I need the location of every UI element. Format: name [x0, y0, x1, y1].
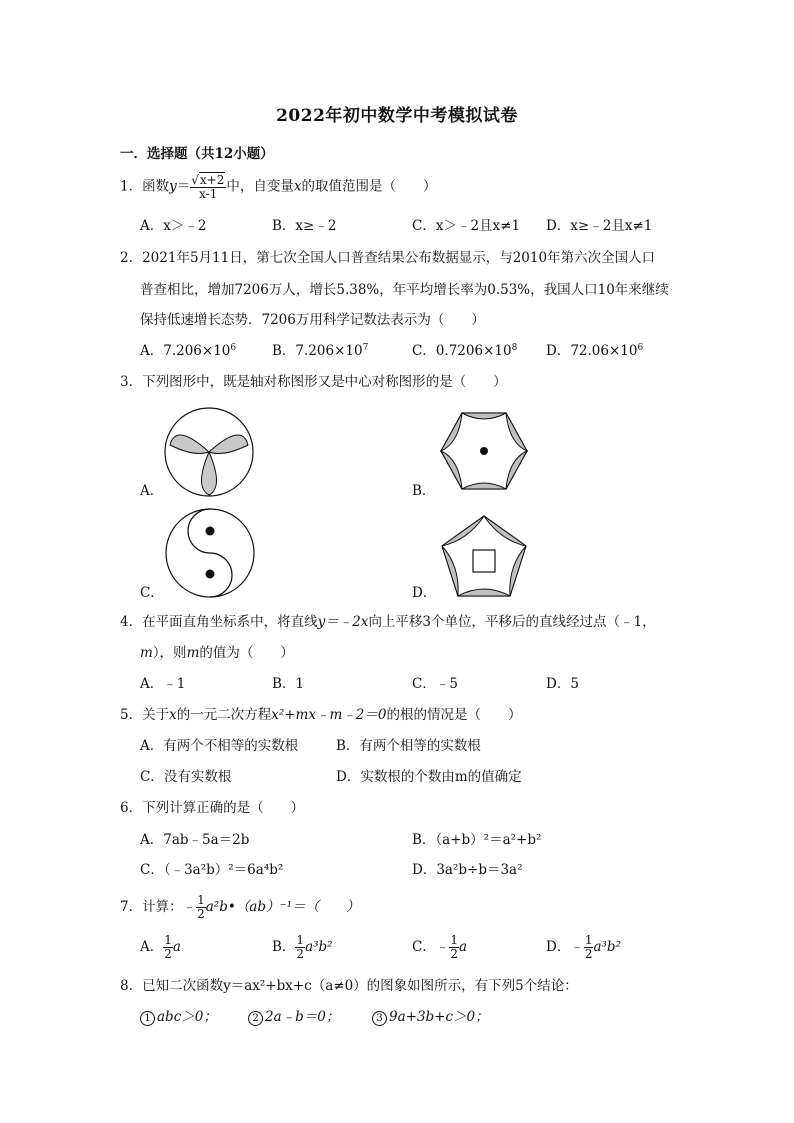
question-2-line-3: 保持低速增长态势．7206万用科学记数法表示为（ ）: [140, 312, 485, 328]
q3-label-d[interactable]: D．: [412, 585, 437, 601]
page-title: 2022年初中数学中考模拟试卷: [276, 106, 518, 126]
question-2-line-1: 2．2021年5月11日，第七次全国人口普查结果公布数据显示，与2010年第六次全国人口: [120, 250, 656, 266]
question-3: 3．下列图形中，既是轴对称图形又是中心对称图形的是（ ）: [120, 374, 507, 390]
figure-a-three-leaf-circle[interactable]: [164, 407, 254, 497]
q4-equation: y＝﹣2x: [317, 614, 369, 630]
q5-option-a[interactable]: A．有两个不相等的实数根: [140, 738, 299, 754]
q1-text-end: 的取值范围是（ ）: [301, 178, 437, 195]
q1-equals: ＝: [176, 178, 191, 195]
q7-fraction: $\frac{1}{2}$: [197, 893, 205, 921]
q2-option-a[interactable]: A．$7.206\times 10^6$: [140, 343, 237, 359]
section-heading: 一．选择题（共12小题）: [120, 146, 274, 162]
question-4-line-2: m），则m的值为（ ）: [140, 645, 294, 661]
q6-option-d[interactable]: D．3a²b÷b＝3a²: [412, 862, 523, 878]
q4-option-a[interactable]: A．﹣1: [140, 676, 186, 692]
question-7: 7．计算：﹣ $\frac{1}{2}$ a²b•（ab）⁻¹＝（ ）: [120, 893, 360, 921]
figure-d-pentagon[interactable]: [440, 514, 528, 598]
q4-option-b[interactable]: B．1: [272, 676, 305, 692]
q1-option-a[interactable]: A．x＞﹣2: [140, 218, 207, 234]
figure-b-hexagon[interactable]: [440, 411, 528, 491]
q4-option-c[interactable]: C．﹣5: [412, 676, 458, 692]
circled-number-icon: 2: [248, 1011, 263, 1026]
q1-option-b[interactable]: B．x≥﹣2: [272, 218, 337, 234]
q8-statement-1: 1 abc＞0；: [140, 1011, 217, 1026]
q7-option-a[interactable]: A． $\frac{1}{2}$ a: [140, 933, 181, 961]
q5-option-c[interactable]: C．没有实数根: [140, 769, 232, 785]
question-5: 5．关于x的一元二次方程x²+mx﹣m﹣2＝0的根的情况是（ ）: [120, 707, 522, 723]
q1-number: 1．: [120, 178, 143, 195]
q7-option-d[interactable]: D．﹣ $\frac{1}{2}$ a³b²: [546, 933, 621, 961]
q8-statement-3: 3 9a+3b+c＞0；: [372, 1011, 489, 1026]
q3-label-a[interactable]: A．: [140, 483, 164, 499]
circled-number-icon: 1: [140, 1011, 155, 1026]
q5-equation: x²+mx﹣m﹣2＝0: [271, 707, 387, 723]
q1-text: 函数: [142, 178, 170, 195]
q2-option-b[interactable]: B．$7.206\times 10^7$: [272, 343, 369, 359]
q8-statement-2: 2 2a﹣b＝0；: [248, 1011, 339, 1026]
q5-option-b[interactable]: B．有两个相等的实数根: [336, 738, 481, 754]
q1-option-c[interactable]: C．x＞﹣2且x≠1: [412, 218, 521, 234]
question-8: 8．已知二次函数y＝ax²+bx+c（a≠0）的图象如图所示，有下列5个结论：: [120, 978, 578, 994]
question-1: [120, 174, 436, 200]
q1-x-var: x: [293, 178, 302, 195]
q1-denominator: x-1: [199, 186, 218, 201]
q7-option-c[interactable]: C．﹣ $\frac{1}{2}$ a: [412, 933, 468, 961]
figure-c-yin-yang[interactable]: [165, 508, 255, 598]
q6-option-a[interactable]: A．7ab﹣5a＝2b: [140, 832, 250, 848]
q2-option-d[interactable]: D．$72.06\times 10^6$: [546, 343, 644, 359]
question-4-line-1: 4．在平面直角坐标系中，将直线y＝﹣2x向上平移3个单位，平移后的直线经过点（﹣1，: [120, 614, 656, 630]
q6-option-b[interactable]: B．（a+b）²＝a²+b²: [412, 832, 542, 848]
circled-number-icon: 3: [372, 1011, 387, 1026]
question-2-line-2: 普查相比，增加7206万人，增长5.38%，年平均增长率为0.53%，我国人口10年来继续: [140, 282, 669, 298]
q2-option-c[interactable]: C．$0.7206\times 10^8$: [412, 343, 518, 359]
q1-text-post: 中，自变量: [226, 178, 294, 195]
q1-fraction: $\frac{√x+2}{x-1}$: [191, 173, 225, 201]
q6-option-c[interactable]: C．（﹣3a²b）²＝6a⁴b²: [140, 862, 284, 878]
q7-option-b[interactable]: B． $\frac{1}{2}$ a³b²: [272, 933, 333, 961]
q4-option-d[interactable]: D．5: [546, 676, 579, 692]
q5-option-d[interactable]: D．实数根的个数由m的值确定: [336, 769, 522, 785]
q1-option-d[interactable]: D．x≥﹣2且x≠1: [546, 218, 653, 234]
question-6: 6．下列计算正确的是（ ）: [120, 800, 305, 816]
q1-y-var: y: [169, 178, 177, 195]
q3-label-c[interactable]: C．: [140, 585, 164, 601]
q1-numerator: x+2: [199, 173, 225, 187]
q3-label-b[interactable]: B．: [412, 483, 436, 499]
